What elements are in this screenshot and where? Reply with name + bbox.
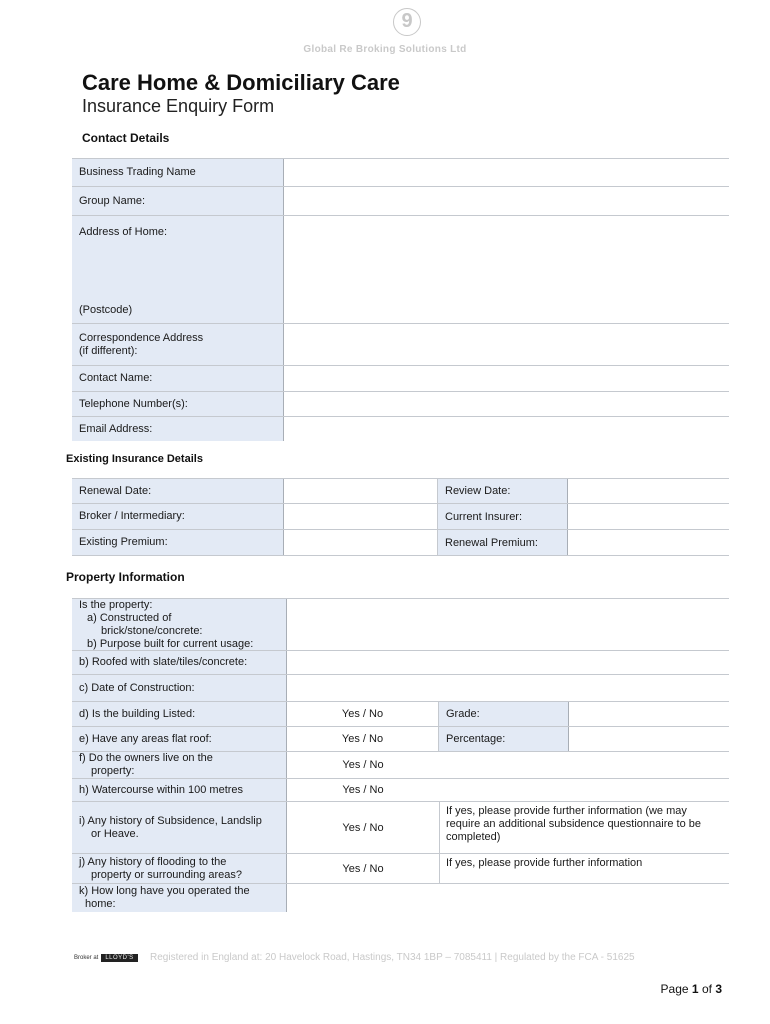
renewal-premium-label: Renewal Premium: <box>438 530 568 555</box>
row-email <box>72 417 729 441</box>
listed-building-label: d) Is the building Listed: <box>72 702 287 726</box>
renewal-date-field[interactable] <box>284 479 438 503</box>
flat-roof-yes-no-toggle[interactable]: Yes / No <box>287 727 439 751</box>
correspondence-address-field[interactable] <box>284 324 729 365</box>
renewal-premium-field[interactable] <box>568 530 729 555</box>
page-subtitle: Insurance Enquiry Form <box>82 96 275 116</box>
current-insurer-label: Current Insurer: <box>438 504 568 529</box>
row-roofed <box>72 651 729 675</box>
address-of-home-field[interactable] <box>284 216 729 323</box>
row-owners-live <box>72 752 729 779</box>
broker-label: Broker / Intermediary: <box>72 504 284 529</box>
subsidence-label-cont: or Heave. <box>91 827 139 840</box>
company-name: Global Re Broking Solutions Ltd <box>303 44 467 55</box>
row-correspondence-address <box>72 324 729 366</box>
review-date-field[interactable] <box>568 479 729 503</box>
how-long-operated-field[interactable] <box>287 884 729 912</box>
how-long-operated-label: k) How long have you operated the <box>79 885 250 897</box>
percentage-field[interactable] <box>569 727 729 751</box>
existing-premium-field[interactable] <box>284 530 438 555</box>
renewal-date-label: Renewal Date: <box>72 479 284 503</box>
page-total: 3 <box>715 982 722 996</box>
broker-field[interactable] <box>284 504 438 529</box>
correspondence-address-label: Correspondence Address <box>79 331 204 344</box>
grade-field[interactable] <box>569 702 729 726</box>
row-group-name <box>72 187 729 216</box>
listed-yes-no-toggle[interactable]: Yes / No <box>287 702 439 726</box>
is-the-property-label-cell <box>72 599 287 650</box>
row-contact-name <box>72 366 729 392</box>
page-number <box>661 982 722 996</box>
badge-lloyds-text: LLOYD'S <box>101 954 137 962</box>
flooding-note: If yes, please provide further information <box>439 854 729 883</box>
row-business-trading-name <box>72 158 729 187</box>
owners-live-blank <box>439 752 729 778</box>
flooding-label-cell <box>72 854 287 883</box>
row-is-the-property <box>72 598 729 651</box>
correspondence-if-different-label: (if different): <box>79 344 138 357</box>
lloyds-broker-badge <box>74 952 142 964</box>
row-telephone <box>72 392 729 417</box>
flat-roof-label: e) Have any areas flat roof: <box>72 727 287 751</box>
is-the-property-field[interactable] <box>287 599 729 650</box>
contact-name-label: Contact Name: <box>72 366 284 391</box>
percentage-label: Percentage: <box>439 727 569 751</box>
row-flat-roof <box>72 727 729 752</box>
constructed-of-label: a) Constructed of <box>87 611 172 624</box>
page-current: 1 <box>691 982 699 996</box>
date-of-construction-label: c) Date of Construction: <box>72 675 287 701</box>
date-of-construction-field[interactable] <box>287 675 729 701</box>
row-date-of-construction <box>72 675 729 702</box>
brick-stone-concrete-label: brick/stone/concrete: <box>101 624 203 637</box>
roofed-field[interactable] <box>287 651 729 674</box>
review-date-label: Review Date: <box>438 479 568 503</box>
page-of: of <box>701 982 712 996</box>
contact-details-heading: Contact Details <box>82 131 170 145</box>
telephone-label: Telephone Number(s): <box>72 392 284 416</box>
owners-live-yes-no-toggle[interactable]: Yes / No <box>342 759 384 771</box>
how-long-operated-label-cont: home: <box>85 898 116 910</box>
owners-live-label-cell <box>72 752 287 778</box>
business-trading-name-field[interactable] <box>284 159 729 186</box>
badge-broker-text: Broker at <box>74 955 99 961</box>
registration-footer: Registered in England at: 20 Havelock Road, Hastings, TN34 1BP – 7085411 | Regulated by the FCA - 51625 <box>150 952 635 963</box>
row-existing-premium <box>72 530 729 556</box>
row-how-long-operated <box>72 884 729 912</box>
page-prefix: Page <box>660 982 689 996</box>
watercourse-yes-no-toggle[interactable]: Yes / No <box>342 784 384 796</box>
how-long-operated-label-cell <box>72 884 287 912</box>
company-logo-icon <box>393 8 421 36</box>
page-title: Care Home & Domiciliary Care <box>82 70 400 95</box>
logo-glyph: 9 <box>401 10 413 32</box>
grade-label: Grade: <box>439 702 569 726</box>
row-broker <box>72 504 729 530</box>
row-listed-building <box>72 702 729 727</box>
is-the-property-label: Is the property: <box>79 598 153 611</box>
row-address-of-home <box>72 216 729 324</box>
address-of-home-label: Address of Home: <box>79 226 168 238</box>
roofed-label: b) Roofed with slate/tiles/concrete: <box>72 651 287 674</box>
subsidence-note: If yes, please provide further information (we may require an additional subsidence questionnaire to be completed) <box>439 802 729 853</box>
purpose-built-label: b) Purpose built for current usage: <box>87 637 254 650</box>
flooding-label-cont: property or surrounding areas? <box>91 868 243 881</box>
property-information-heading: Property Information <box>66 570 185 584</box>
owners-live-label: f) Do the owners live on the <box>79 752 213 764</box>
contact-name-field[interactable] <box>284 366 729 391</box>
current-insurer-field[interactable] <box>568 504 729 529</box>
group-name-field[interactable] <box>284 187 729 215</box>
address-of-home-label-cell <box>72 216 284 323</box>
flooding-label: j) Any history of flooding to the <box>79 855 227 868</box>
email-label: Email Address: <box>72 417 284 441</box>
row-renewal-date <box>72 478 729 504</box>
existing-insurance-heading: Existing Insurance Details <box>66 453 203 465</box>
watercourse-label: h) Watercourse within 100 metres <box>72 779 287 801</box>
group-name-label: Group Name: <box>72 187 284 215</box>
subsidence-yes-no-toggle[interactable]: Yes / No <box>342 821 384 834</box>
business-trading-name-label: Business Trading Name <box>72 159 284 186</box>
correspondence-address-label-cell <box>72 324 284 365</box>
row-flooding <box>72 854 729 884</box>
row-subsidence <box>72 802 729 854</box>
subsidence-label-cell <box>72 802 287 853</box>
subsidence-label: i) Any history of Subsidence, Landslip <box>79 814 262 827</box>
flooding-yes-no-toggle[interactable]: Yes / No <box>342 862 384 875</box>
existing-premium-label: Existing Premium: <box>72 530 284 555</box>
postcode-label: (Postcode) <box>79 304 133 316</box>
row-watercourse <box>72 779 729 802</box>
watercourse-blank <box>439 779 729 801</box>
telephone-field[interactable] <box>284 392 729 416</box>
owners-live-label-cont: property: <box>91 765 135 777</box>
email-field[interactable] <box>284 417 729 441</box>
